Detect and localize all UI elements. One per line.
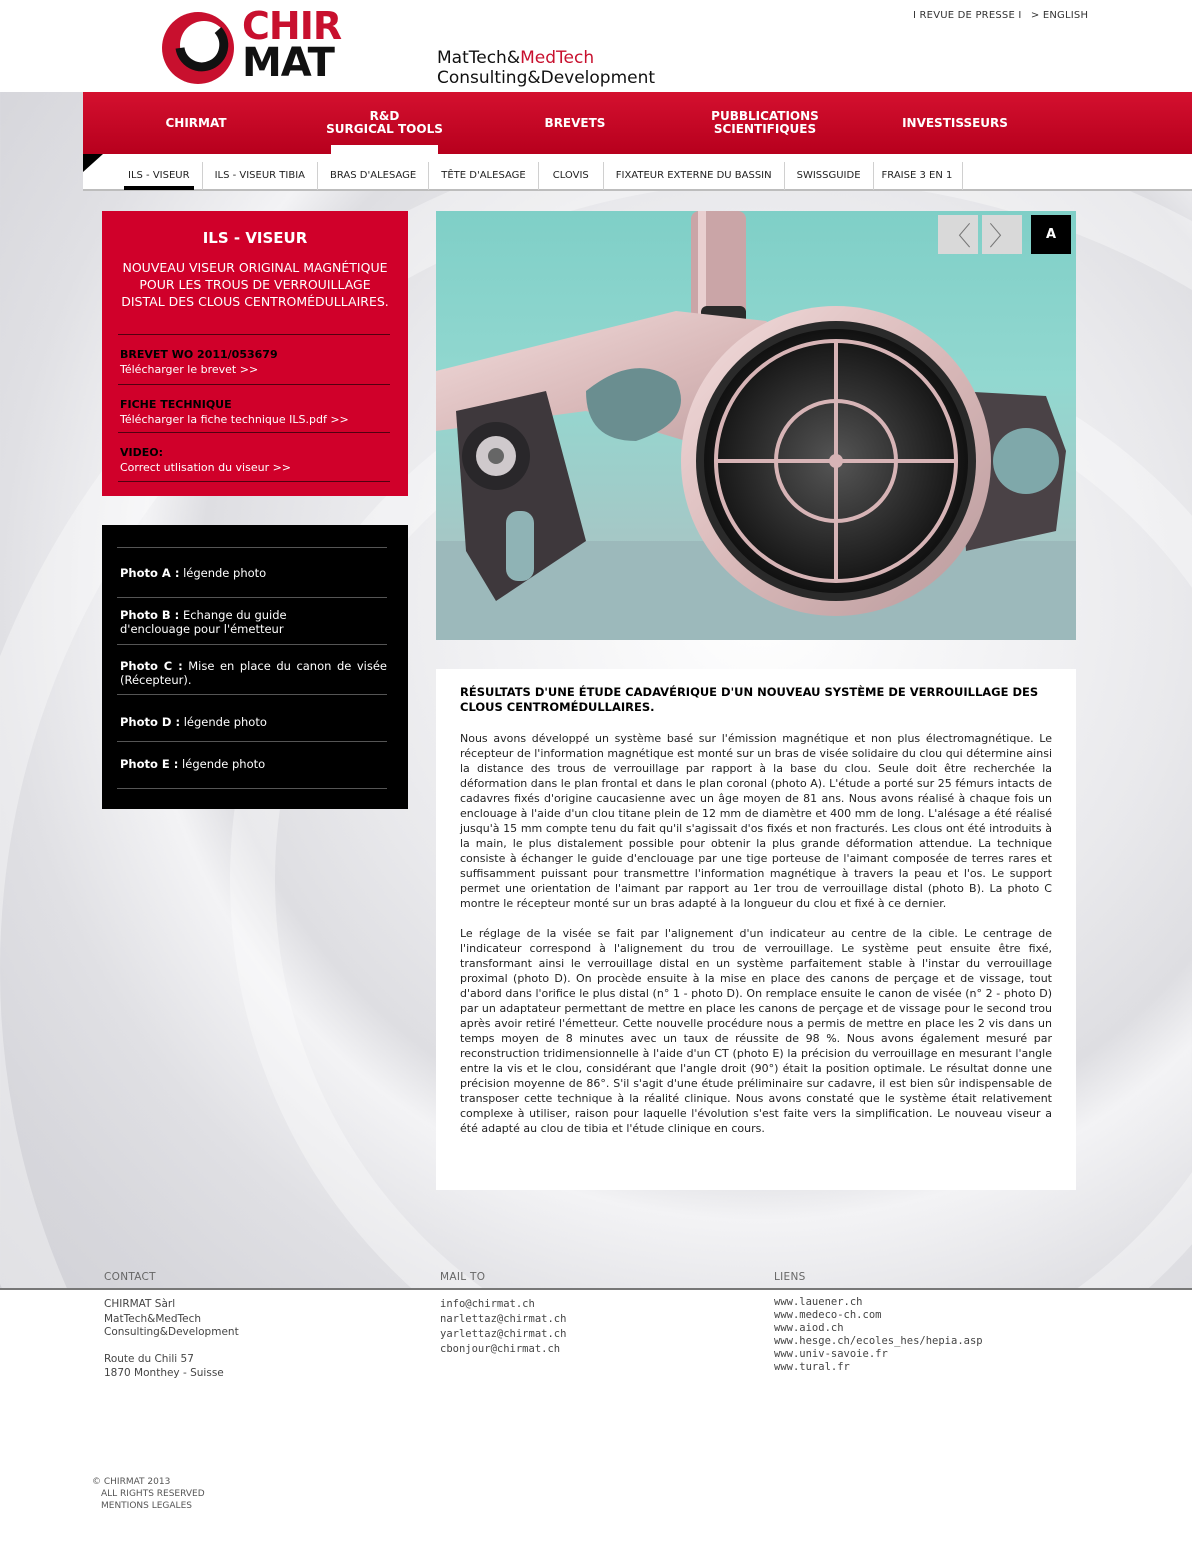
caption-divider — [117, 694, 387, 695]
nav-publications-line1: PUBBLICATIONS — [711, 109, 819, 123]
caption-label: Photo D : — [120, 715, 181, 729]
nav-brevets-label: BREVETS — [544, 115, 606, 130]
copyright-text: © CHIRMAT 2013 — [92, 1477, 171, 1487]
logo-text-top: CHIR — [242, 4, 342, 48]
sub-navigation — [116, 162, 963, 190]
external-link[interactable]: www.tural.fr — [774, 1361, 850, 1373]
sub-navigation-corner — [83, 154, 103, 172]
brevet-block — [118, 334, 390, 377]
footer-links-list — [774, 1296, 983, 1374]
caption-divider — [117, 741, 387, 742]
caption-photo-d[interactable] — [120, 715, 387, 729]
tagline — [437, 48, 655, 88]
copyright — [92, 1476, 205, 1512]
panel-divider — [118, 481, 390, 482]
nav-chirmat-label: CHIRMAT — [165, 115, 227, 130]
subnav-fraise-3-en-1[interactable]: FRAISE 3 EN 1 — [874, 162, 964, 190]
subnav-ils-viseur[interactable]: ILS - VISEUR — [116, 162, 203, 190]
fiche-technique-heading: FICHE TECHNIQUE — [120, 398, 232, 411]
external-link[interactable]: www.lauener.ch — [774, 1296, 863, 1308]
caption-photo-c[interactable] — [120, 659, 387, 687]
tagline-consulting: Consulting&Development — [437, 68, 656, 88]
nav-chirmat[interactable] — [143, 92, 249, 154]
caption-photo-a[interactable] — [120, 566, 387, 580]
caption-divider — [117, 644, 387, 645]
tagline-mattech: MatTech& — [437, 48, 521, 68]
caption-text: légende photo — [182, 757, 266, 771]
nav-investisseurs[interactable] — [898, 92, 1012, 154]
contact-city: 1870 Monthey - Suisse — [104, 1367, 224, 1379]
caption-text: Echange du guide d'enclouage pour l'émetteur — [120, 608, 287, 636]
external-link[interactable]: www.univ-savoie.fr — [774, 1348, 888, 1360]
article-content — [436, 669, 1076, 1190]
article-title: RÉSULTATS D'UNE ÉTUDE CADAVÉRIQUE D'UN NOUVEAU SYSTÈME DE VERROUILLAGE DES CLOUS CENTROMÉDULLAIRES. — [460, 685, 1039, 714]
caption-divider — [117, 597, 387, 598]
chirmat-logo[interactable] — [160, 4, 350, 90]
site-header — [0, 0, 1192, 92]
product-info-panel — [102, 211, 408, 496]
external-link[interactable]: www.medeco-ch.com — [774, 1309, 882, 1321]
fiche-technique-download-link[interactable]: Télécharger la fiche technique ILS.pdf >> — [120, 413, 349, 426]
mentions-legales-link[interactable]: MENTIONS LEGALES — [101, 1501, 192, 1511]
mail-link[interactable]: info@chirmat.ch — [440, 1298, 535, 1310]
tagline-medtech: MedTech — [520, 48, 595, 68]
link-english[interactable]: > ENGLISH — [1030, 10, 1089, 21]
article-paragraph-2: Le réglage de la visée se fait par l'alignement d'un indicateur au centre de la cible. Le centrage de l'indicateur correspond à l'alignement du trou de verrouillage. Le système peut ensuite être fixé, transformant ainsi le verrouillage distal en un système parfaitement stable à l'instar du verrouillage proximal (photo D). On procède ensuite à la mise en place des canons de perçage et de vissage, tout d'abord dans l'orifice le plus distal (n° 1 - photo D). On remplace ensuite le canon de visée (n° 2 - photo D) par un adaptateur permettant de mettre en place les canons de perçage et de vissage pour le second trou après avoir retiré l'émetteur. Cette nouvelle procédure nous a permis de mettre en place les 2 vis dans un temps moyen de 8 minutes avec un taux de réussite de 98 %. Nous avons également mesuré par reconstruction tridimensionnelle à l'aide d'un CT (photo E) la précision du verrouillage en mesurant l'angle entre la vis et le clou, considérant que l'angle droit (90°) était la position optimale. Le résultat donne une précision moyenne de 86°. S'il s'agit d'une étude préliminaire sur cadavre, il est bien sûr indispensable de transposer cette technique à la réalité clinique. Nous avons constaté que le système était relativement complexe à utiliser, raison pour laquelle l'évolution s'est faite vers la simplification. Le nouveau viseur a été adapté au clou de tibia et l'étude clinique en cours. — [460, 927, 1052, 1135]
product-photo — [436, 211, 1076, 640]
caption-text: Mise en place du canon de visée (Récepteur). — [120, 659, 387, 687]
subnav-tete-alesage[interactable]: TÊTE D'ALESAGE — [429, 162, 538, 190]
nav-rd-label-line2: SURGICAL TOOLS — [326, 122, 443, 136]
mail-link[interactable]: narlettaz@chirmat.ch — [440, 1313, 567, 1325]
external-link[interactable]: www.aiod.ch — [774, 1322, 844, 1334]
footer-mail-list — [440, 1298, 566, 1356]
gallery-prev-button[interactable]: 〈 — [938, 215, 978, 254]
contact-tagline-1: MatTech&MedTech — [104, 1313, 202, 1325]
caption-label: Photo E : — [120, 757, 179, 771]
product-description: NOUVEAU VISEUR ORIGINAL MAGNÉTIQUE POUR LES TROUS DE VERROUILLAGE DISTAL DES CLOUS CENTROMÉDULLAIRES. — [121, 260, 389, 309]
subnav-swissguide[interactable]: SWISSGUIDE — [785, 162, 874, 190]
caption-photo-b[interactable] — [120, 608, 350, 636]
caption-label: Photo B : — [120, 608, 180, 622]
brevet-download-link[interactable]: Télécharger le brevet >> — [120, 363, 259, 376]
logo-text-bottom: MAT — [242, 40, 334, 86]
subnav-bras-alesage[interactable]: BRAS D'ALESAGE — [318, 162, 429, 190]
photo-captions-panel — [102, 525, 408, 809]
contact-tagline-2: Consulting&Development — [104, 1326, 239, 1338]
footer-mailto-heading: MAIL TO — [440, 1271, 486, 1283]
video-block — [118, 432, 390, 475]
footer-contact-heading: CONTACT — [104, 1271, 156, 1283]
video-heading: VIDEO: — [120, 446, 164, 459]
fiche-technique-block — [118, 384, 390, 427]
main-navigation — [83, 92, 1192, 154]
caption-divider — [117, 547, 387, 548]
product-title: ILS - VISEUR — [202, 229, 308, 247]
mail-link[interactable]: cbonjour@chirmat.ch — [440, 1343, 561, 1355]
article-paragraph-1: Nous avons développé un système basé sur l'émission magnétique et non plus électromagnétique. Le récepteur de l'information magnétique est monté sur un bras de visée solidaire du clou qui détermine ainsi la distance des trous de verrouillage par rapport à la base du clou. Seule doit être recherchée la déformation dans le plan frontal et dans le plan coronal (photo A). L'étude a porté sur 25 fémurs intacts de cadavres fixés d'origine caucasienne avec un âge moyen de 81 ans. Nous avons réalisé à chaque fois un enclouage à l'aide d'un clou titane plein de 12 mm de diamètre et 400 mm de long. L'alésage a été réalisé jusqu'à 15 mm compte tenu du fait qu'il s'agissait d'os fixés et non fracturés. Les clous ont été introduits à la main, le plus distalement possible pour obtenir la plus grande déformation attendue. La technique consiste à échanger le guide d'enclouage par une tige porteuse de l'aimant composée de terres rares et suffisamment puissant pour transmettre l'information magnétique à travers la peau et l'os. Le support permet une orientation de l'aimant par rapport au 1er trou de verrouillage distal (photo B). La photo C montre le récepteur monté sur un bras adapté à la longueur du clou et fixé à ce dernier. — [460, 732, 1052, 910]
footer-contact — [104, 1298, 239, 1380]
link-revue-de-presse[interactable]: I REVUE DE PRESSE I — [913, 10, 1022, 21]
brevet-heading: BREVET WO 2011/053679 — [120, 348, 278, 361]
subnav-ils-viseur-tibia[interactable]: ILS - VISEUR TIBIA — [203, 162, 318, 190]
subnav-fixateur-externe[interactable]: FIXATEUR EXTERNE DU BASSIN — [604, 162, 785, 190]
nav-rd-label-line1: R&D — [369, 109, 400, 123]
contact-street: Route du Chili 57 — [104, 1353, 194, 1365]
top-links — [913, 10, 1094, 21]
nav-investisseurs-label: INVESTISSEURS — [902, 115, 1008, 130]
gallery-current-photo-indicator[interactable]: A — [1031, 215, 1071, 254]
nav-active-indicator — [331, 145, 438, 154]
caption-divider — [117, 788, 387, 789]
nav-publications[interactable] — [698, 92, 832, 154]
nav-brevets[interactable] — [523, 92, 627, 154]
caption-label: Photo C : — [120, 659, 183, 673]
video-link[interactable]: Correct utlisation du viseur >> — [120, 461, 292, 474]
caption-label: Photo A : — [120, 566, 180, 580]
caption-text: légende photo — [183, 566, 267, 580]
mail-link[interactable]: yarlettaz@chirmat.ch — [440, 1328, 567, 1340]
contact-company: CHIRMAT Sàrl — [104, 1298, 176, 1310]
subnav-clovis[interactable]: CLOVIS — [539, 162, 604, 190]
rights-reserved-text: ALL RIGHTS RESERVED — [101, 1489, 205, 1499]
caption-text: légende photo — [183, 715, 267, 729]
nav-publications-line2: SCIENTIFIQUES — [713, 122, 817, 136]
footer-links-heading: LIENS — [774, 1271, 806, 1283]
gallery-next-button[interactable]: 〉 — [982, 215, 1022, 254]
external-link[interactable]: www.hesge.ch/ecoles_hes/hepia.asp — [774, 1335, 983, 1347]
caption-photo-e[interactable] — [120, 757, 387, 771]
